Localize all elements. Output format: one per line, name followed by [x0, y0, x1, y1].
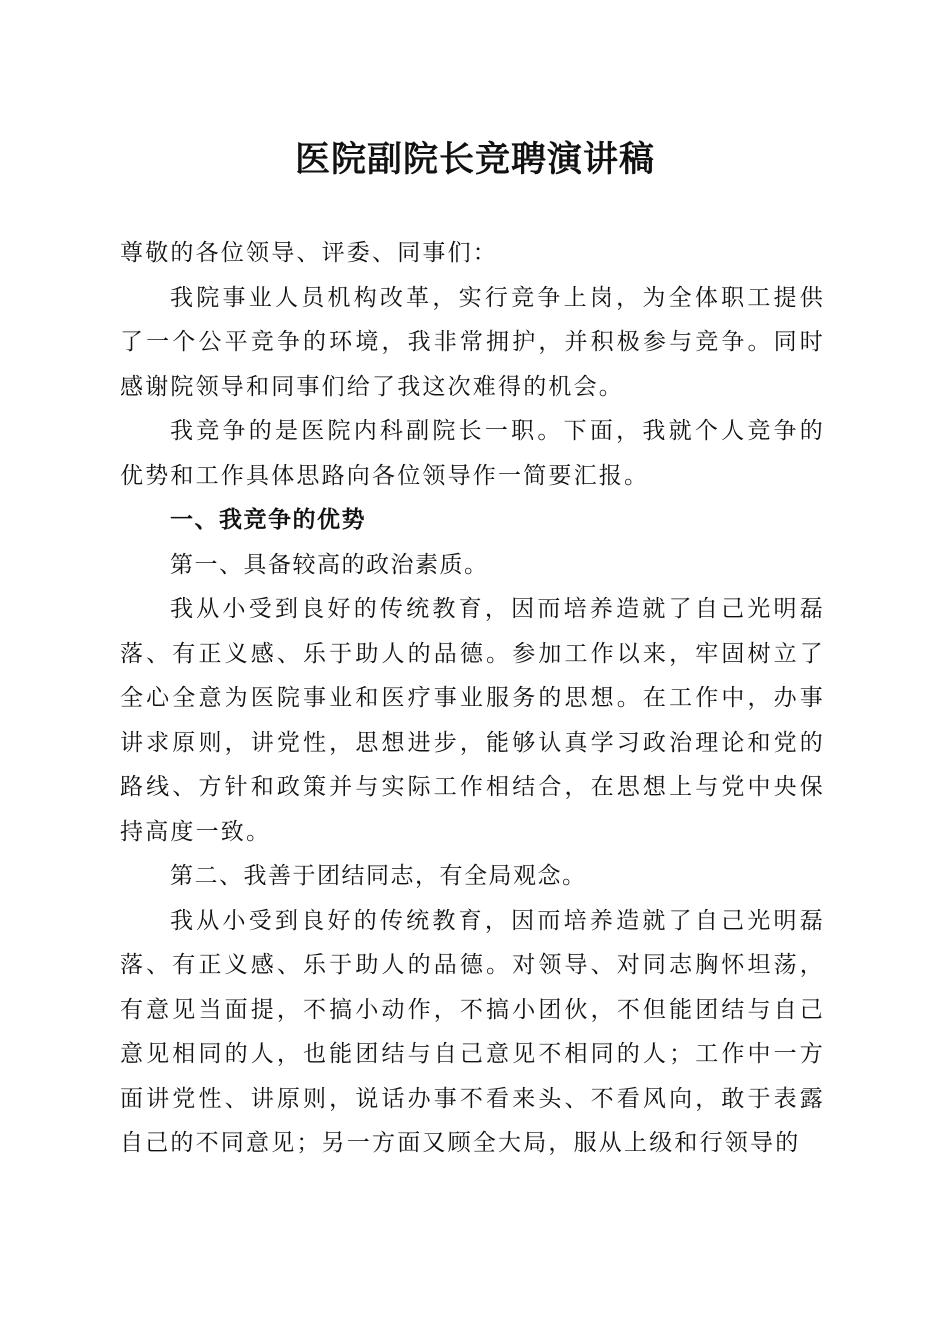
paragraph-political: 我从小受到良好的传统教育，因而培养造就了自己光明磊落、有正义感、乐于助人的品德。参加工作以来，牢固树立了全心全意为医院事业和医疗事业服务的思想。在工作中，办事讲求原则，讲党性，思想进步，能够认真学习政治理论和党的路线、方针和政策并与实际工作相结合，在思想上与党中央保持高度一致。 — [120, 596, 825, 845]
section-heading-advantages: 一、我竞争的优势 — [170, 507, 366, 533]
point-heading-political: 第一、具备较高的政治素质。 — [170, 551, 489, 578]
point-heading-unity: 第二、我善于团结同志，有全局观念。 — [170, 863, 587, 889]
document-body — [120, 231, 825, 1166]
paragraph-position: 我竞争的是医院内科副院长一职。下面，我就个人竞争的优势和工作具体思路向各位领导作一简要汇报。 — [120, 418, 825, 489]
document-title: 医院副院长竞聘演讲稿 — [294, 139, 655, 180]
paragraph-unity: 我从小受到良好的传统教育，因而培养造就了自己光明磊落、有正义感、乐于助人的品德。对领导、对同志胸怀坦荡，有意见当面提，不搞小动作，不搞小团伙，不但能团结与自己意见相同的人，也能团结与自己意见不相同的人；工作中一方面讲党性、讲原则，说话办事不看来头、不看风向，敢于表露自己的不同意见；另一方面又顾全大局，服从上级和行领导的 — [120, 907, 825, 1156]
salutation: 尊敬的各位领导、评委、同事们： — [120, 240, 498, 266]
paragraph-intro: 我院事业人员机构改革，实行竞争上岗，为全体职工提供了一个公平竞争的环境，我非常拥护，并积极参与竞争。同时感谢院领导和同事们给了我这次难得的机会。 — [120, 284, 825, 400]
